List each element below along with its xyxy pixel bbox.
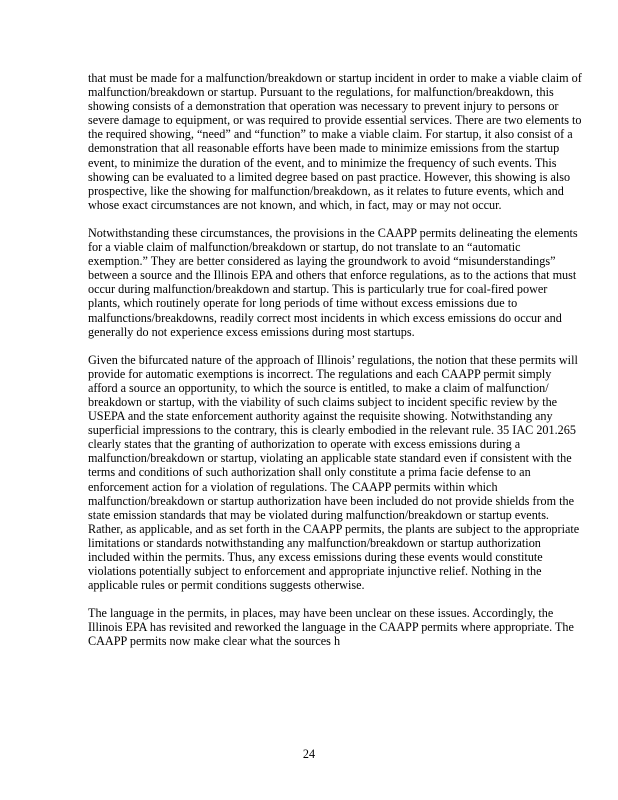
paragraph-4: The language in the permits, in places, may have been unclear on these issues. Accordingly, the Illinois EPA has revisited and reworked the language in the CAAPP permits where appropriate. The CAAPP permits now make clear what the sources h	[88, 606, 574, 649]
document-body	[88, 71, 582, 663]
paragraph-1: that must be made for a malfunction/breakdown or startup incident in order to make a viable claim of malfunction/breakdown or startup. Pursuant to the regulations, for malfunction/breakdown, this showing consists of a demonstration that operation was necessary to prevent injury to persons or severe damage to equipment, or was required to provide essential services. There are two elements to the required showing, “need” and “function” to make a viable claim. For startup, it also consist of a demonstration that all reasonable efforts have been made to minimize emissions from the startup event, to minimize the duration of the event, and to minimize the frequency of such events. This showing can be evaluated to a limited degree based on past practice. However, this showing is also prospective, like the showing for malfunction/breakdown, as it relates to future events, which and whose exact circumstances are not known, and which, in fact, may or may not occur.	[88, 71, 582, 212]
page-number: 24	[302, 747, 316, 761]
paragraph-3: Given the bifurcated nature of the approach of Illinois’ regulations, the notion that these permits will provide for automatic exemptions is incorrect. The regulations and each CAAPP permit simply afford a source an opportunity, to which the source is entitled, to make a claim of malfunction/ breakdown or startup, with the viability of such claims subject to incident specific review by the USEPA and the state enforcement authority against the requisite showing. Notwithstanding any superficial impressions to the contrary, this is clearly embodied in the relevant rule. 35 IAC 201.265 clearly states that the granting of authorization to operate with excess emissions during a malfunction/breakdown or startup, violating an applicable state standard even if consistent with the terms and conditions of such authorization shall only constitute a prima facie defense to an enforcement action for a violation of regulations. The CAAPP permits within which malfunction/breakdown or startup authorization have been included do not provide shields from the state emission standards that may be violated during malfunction/breakdown or startup events. Rather, as applicable, and as set forth in the CAAPP permits, the plants are subject to the appropriate limitations or standards notwithstanding any malfunction/breakdown or startup authorization included within the permits. Thus, any excess emissions during these events would constitute violations potentially subject to enforcement and appropriate injunctive relief. Nothing in the applicable rules or permit conditions suggests otherwise.	[88, 352, 580, 593]
paragraph-2: Notwithstanding these circumstances, the provisions in the CAAPP permits delineating the elements for a viable claim of malfunction/breakdown or startup, do not translate to an “automatic exemption.” They are better considered as laying the groundwork to avoid “misunderstandings” between a source and the Illinois EPA and others that enforce regulations, as to the actions that must occur during malfunction/breakdown and startup. This is particularly true for coal-fired power plants, which routinely operate for long periods of time without excess emissions due to malfunctions/breakdowns, readily correct most incidents in which excess emissions do occur and generally do not experience excess emissions during most startups.	[88, 225, 578, 339]
